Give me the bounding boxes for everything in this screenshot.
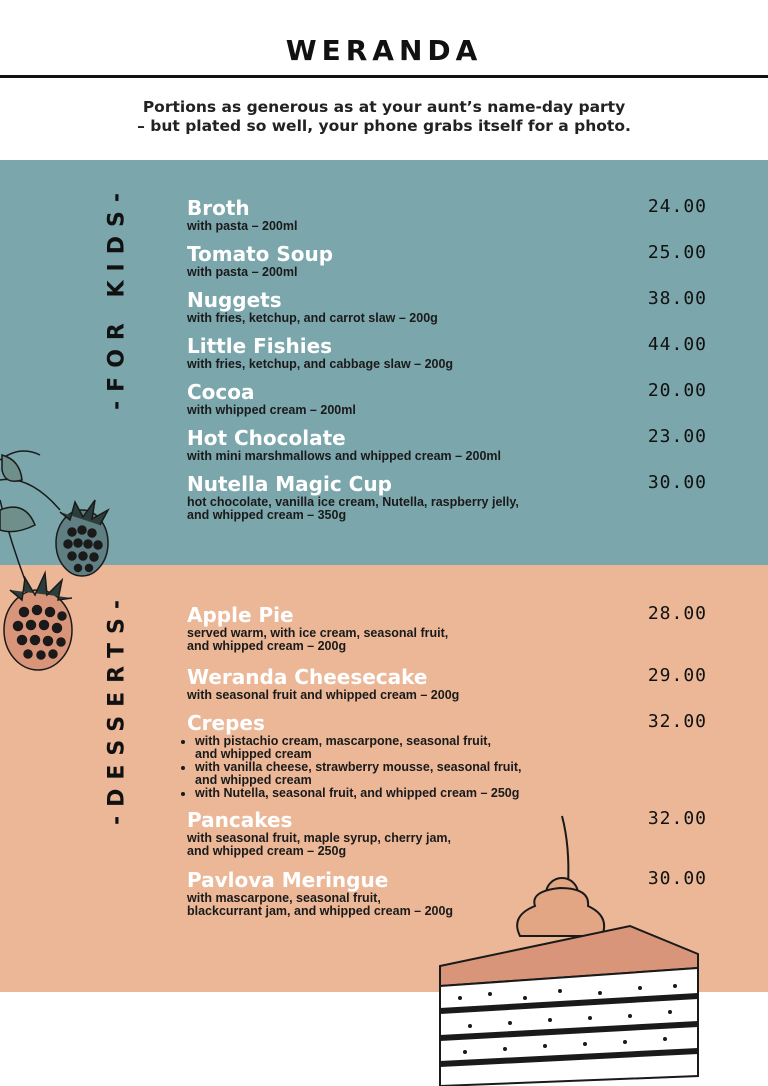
menu-item — [187, 711, 707, 800]
item-name: Nuggets — [187, 288, 282, 312]
desc-line: with mascarpone, seasonal fruit, — [187, 891, 381, 905]
crepes-options — [187, 735, 707, 800]
tagline-line: – but plated so well, your phone grabs itself for a photo. — [137, 117, 631, 135]
desc-line: with mini marshmallows and whipped cream – 200ml — [187, 449, 501, 463]
menu-item — [187, 380, 707, 417]
menu-item — [187, 196, 707, 233]
desc-line: with seasonal fruit and whipped cream – 200g — [187, 688, 460, 702]
desc-line: with seasonal fruit, maple syrup, cherry jam, — [187, 831, 451, 845]
menu-item — [187, 426, 707, 463]
menu-title: WERANDA — [285, 34, 483, 67]
menu-item — [187, 603, 707, 653]
item-price: 29.00 — [647, 665, 707, 686]
desc-line: with pasta – 200ml — [187, 265, 298, 279]
desc-line: with fries, ketchup, and carrot slaw – 200g — [187, 311, 438, 325]
raspberry-illustration — [0, 440, 120, 680]
item-description — [187, 832, 707, 858]
item-name: Pancakes — [187, 808, 293, 832]
item-price: 20.00 — [647, 380, 707, 401]
menu-item — [187, 808, 707, 858]
desserts-heading: -DESSERTS- — [104, 590, 130, 826]
item-description — [187, 450, 707, 463]
desc-line: blackcurrant jam, and whipped cream – 200g — [187, 904, 454, 918]
menu-item — [187, 288, 707, 325]
crepes-option: • with Nutella, seasonal fruit, and whipped cream – 250g — [195, 787, 707, 800]
item-price: 23.00 — [647, 426, 707, 447]
kids-heading: -FOR KIDS- — [104, 184, 130, 410]
tagline — [0, 98, 768, 136]
item-price: 32.00 — [647, 808, 707, 829]
raspberry-bottom — [4, 573, 72, 670]
item-description — [187, 266, 707, 279]
item-name: Crepes — [187, 711, 265, 735]
tagline-line: Portions as generous as at your aunt’s name-day party — [142, 98, 626, 116]
menu-item — [187, 472, 707, 522]
item-price: 24.00 — [647, 196, 707, 217]
item-name: Broth — [187, 196, 250, 220]
menu-item — [187, 334, 707, 371]
item-name: Hot Chocolate — [187, 426, 346, 450]
item-description — [187, 312, 707, 325]
item-price: 32.00 — [647, 711, 707, 732]
desc-line: and whipped cream – 250g — [187, 844, 347, 858]
desc-line: with whipped cream – 200ml — [187, 403, 356, 417]
raspberry-top — [56, 500, 108, 576]
item-price: 25.00 — [647, 242, 707, 263]
item-price: 44.00 — [647, 334, 707, 355]
desc-line: hot chocolate, vanilla ice cream, Nutella, raspberry jelly, — [187, 495, 519, 509]
menu-item — [187, 868, 707, 918]
item-description — [187, 404, 707, 417]
desc-line: with pasta – 200ml — [187, 219, 298, 233]
item-name: Apple Pie — [187, 603, 294, 627]
title-rule — [0, 75, 768, 78]
menu-item — [187, 665, 707, 702]
desc-line: and whipped cream – 350g — [187, 508, 347, 522]
item-name: Cocoa — [187, 380, 255, 404]
item-description — [187, 892, 707, 918]
item-description — [187, 220, 707, 233]
crepes-option: • with pistachio cream, mascarpone, seasonal fruit, and whipped cream — [195, 735, 707, 761]
item-description — [187, 627, 707, 653]
item-price: 30.00 — [647, 472, 707, 493]
desc-line: and whipped cream – 200g — [187, 639, 347, 653]
item-name: Weranda Cheesecake — [187, 665, 428, 689]
menu-item — [187, 242, 707, 279]
crepes-option: • with vanilla cheese, strawberry mousse, seasonal fruit, and whipped cream — [195, 761, 707, 787]
item-name: Nutella Magic Cup — [187, 472, 392, 496]
item-description — [187, 358, 707, 371]
item-name: Tomato Soup — [187, 242, 334, 266]
item-price: 28.00 — [647, 603, 707, 624]
desc-line: served warm, with ice cream, seasonal fruit, — [187, 626, 449, 640]
item-price: 30.00 — [647, 868, 707, 889]
desc-line: with fries, ketchup, and cabbage slaw – 200g — [187, 357, 454, 371]
item-description — [187, 689, 707, 702]
item-description — [187, 496, 707, 522]
item-price: 38.00 — [647, 288, 707, 309]
item-description — [187, 735, 707, 800]
item-name: Little Fishies — [187, 334, 333, 358]
item-name: Pavlova Meringue — [187, 868, 389, 892]
